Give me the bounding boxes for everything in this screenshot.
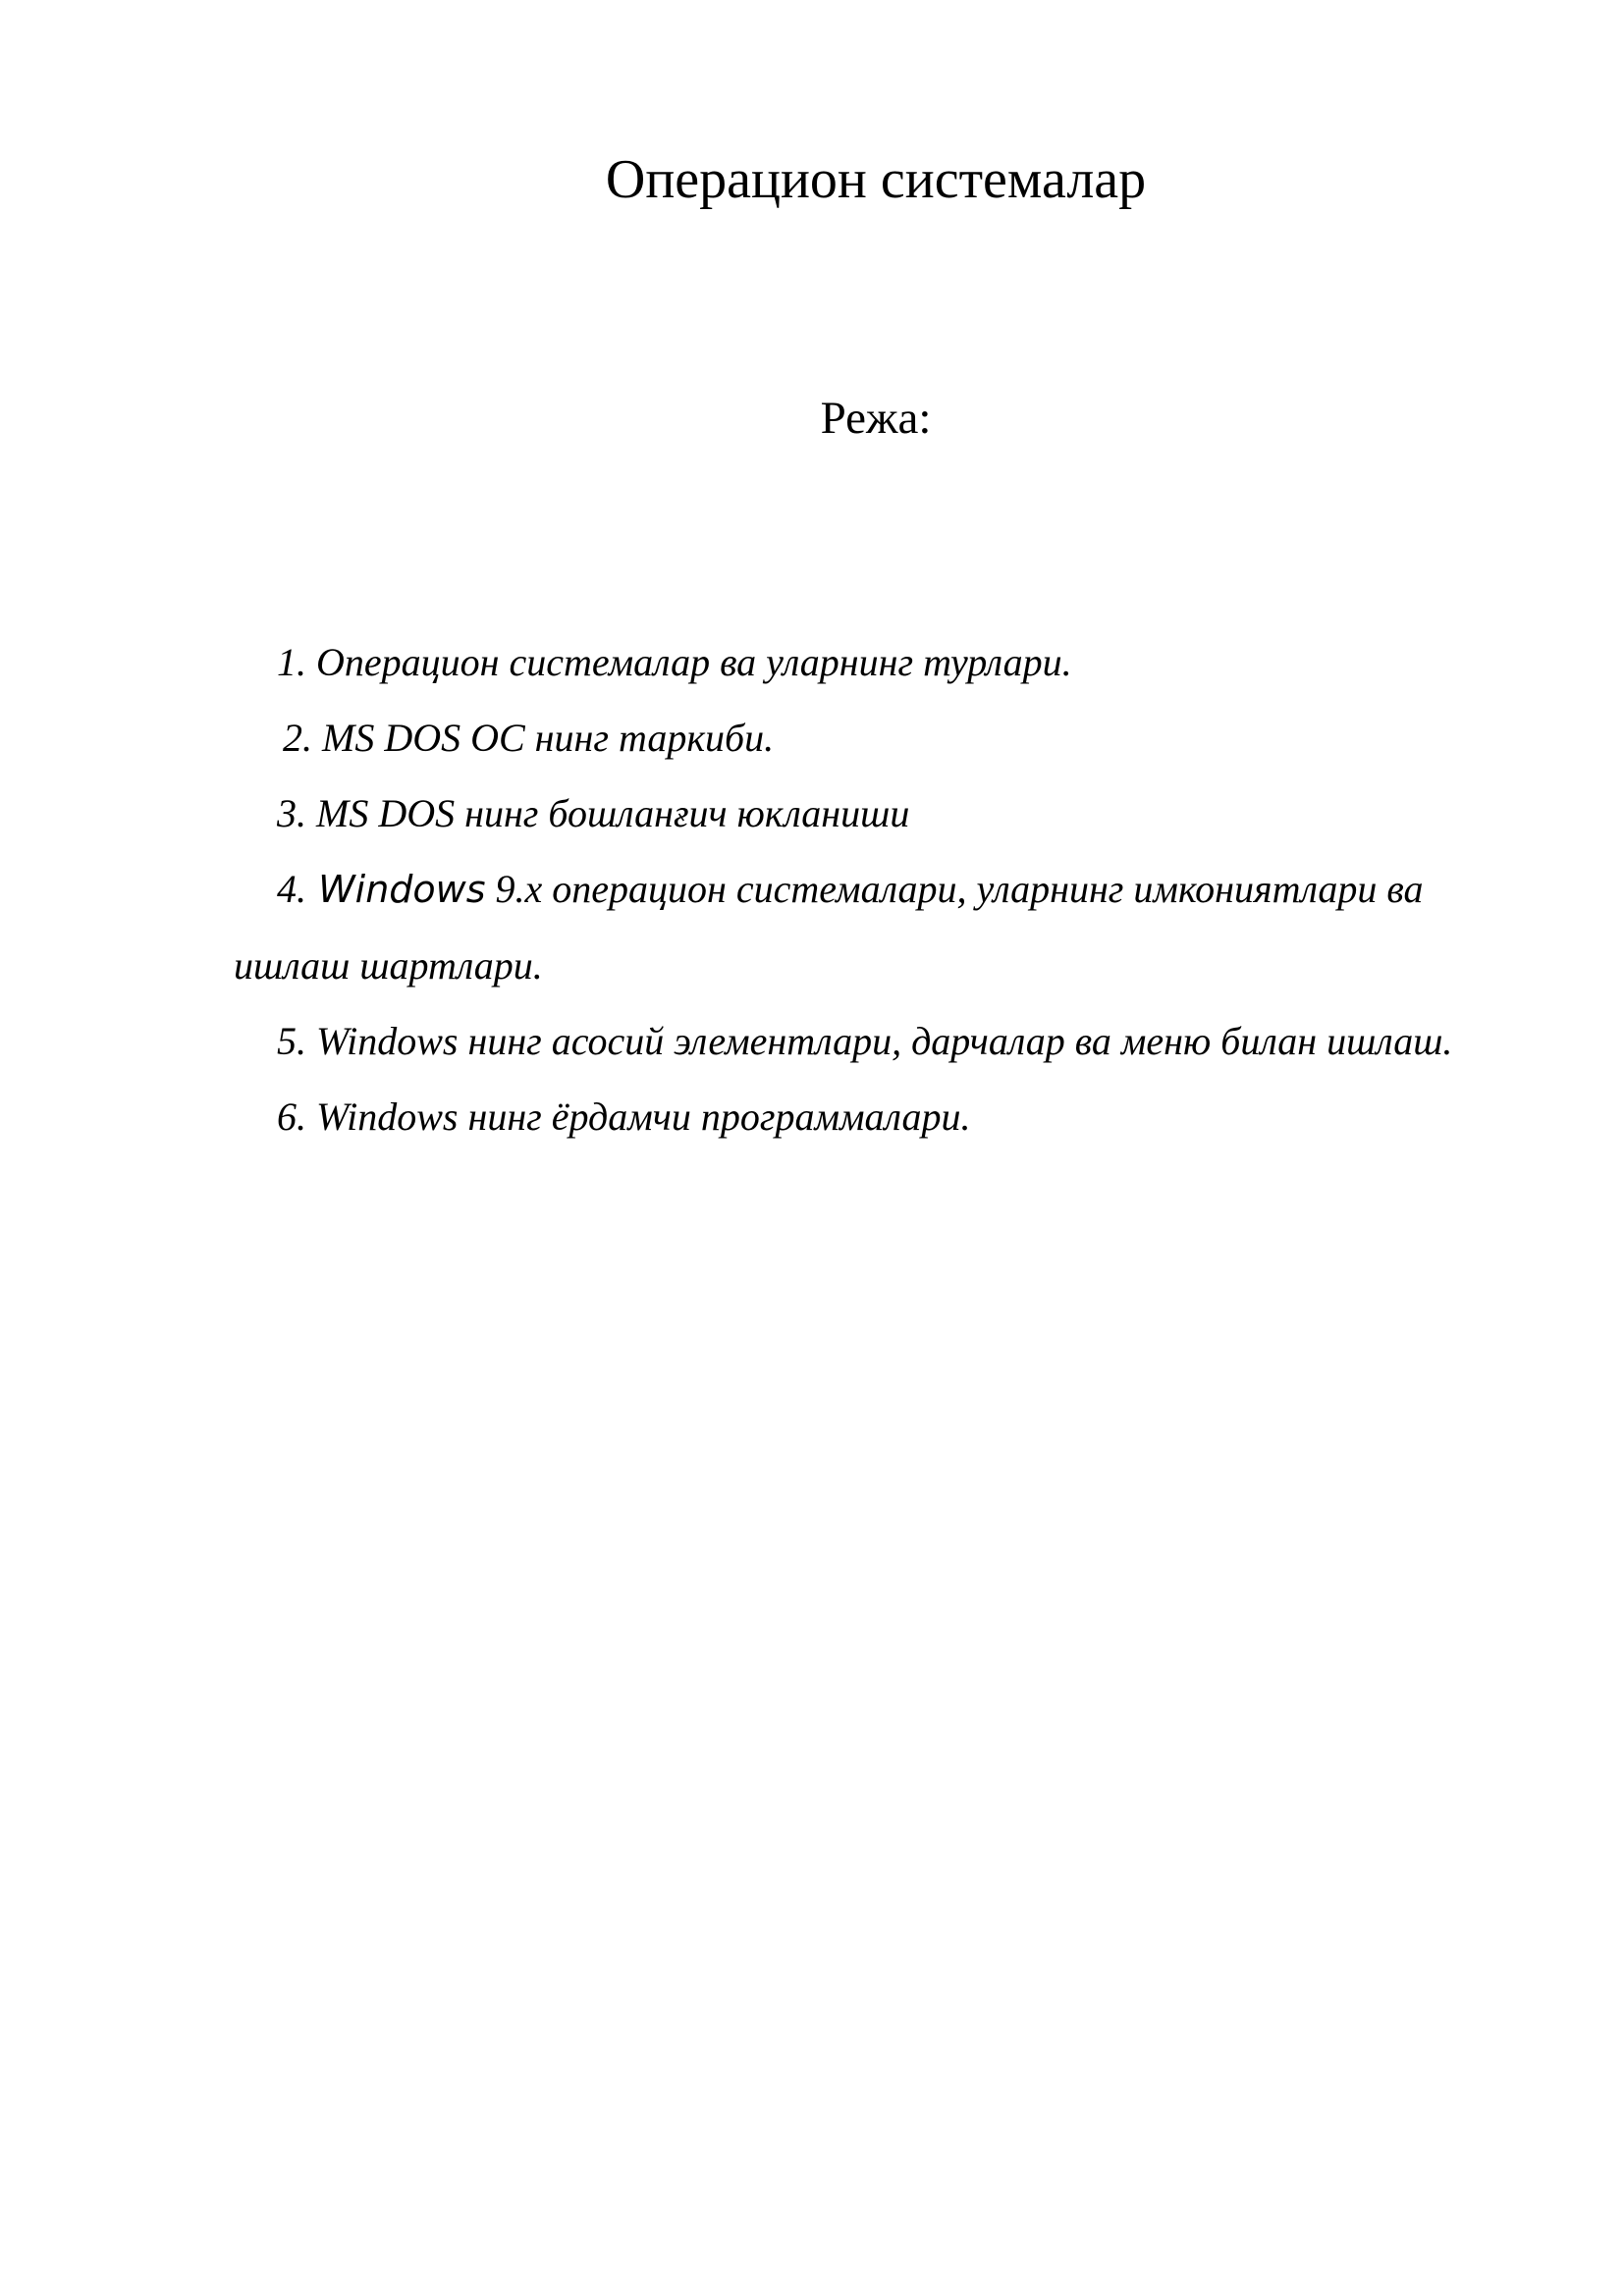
plan-item-1 [234, 624, 1510, 700]
plan-item-text: 9.x операцион системалари, уларнинг имкониятлари ва ишлаш шартлари. [234, 867, 1424, 988]
document-title: Операцион системалар [605, 149, 1147, 210]
plan-item-product: Windows [306, 868, 486, 911]
plan-heading: Режа: [820, 393, 932, 444]
plan-item-text: нинг асосий элементлари, дарчалар ва меню билан ишлаш. [458, 1019, 1453, 1063]
plan-item-5 [234, 1003, 1510, 1079]
plan-item-product: Windows [306, 1019, 459, 1063]
plan-item-number: 4. [277, 867, 306, 911]
plan-item-number: 1. [277, 640, 306, 684]
plan-item-text: MS DOS нинг бошланғич юкланиши [306, 791, 910, 835]
plan-item-3 [234, 775, 1510, 851]
plan-item-product: Windows [306, 1095, 459, 1139]
plan-item-text: нинг ёрдамчи программалари. [458, 1095, 971, 1139]
plan-item-text: Операцион системалар ва уларнинг турлари. [306, 640, 1072, 684]
plan-item-number: 3. [277, 791, 306, 835]
plan-item-4 [234, 851, 1510, 1003]
plan-item-number: 5. [277, 1019, 306, 1063]
plan-item-number: 6. [277, 1095, 306, 1139]
plan-item-2 [234, 700, 1510, 775]
plan-item-6 [234, 1079, 1510, 1154]
plan-item-text: MS DOS ОС нинг таркиби. [312, 716, 775, 760]
plan-item-number: 2. [283, 716, 312, 760]
plan-list [234, 624, 1510, 1154]
